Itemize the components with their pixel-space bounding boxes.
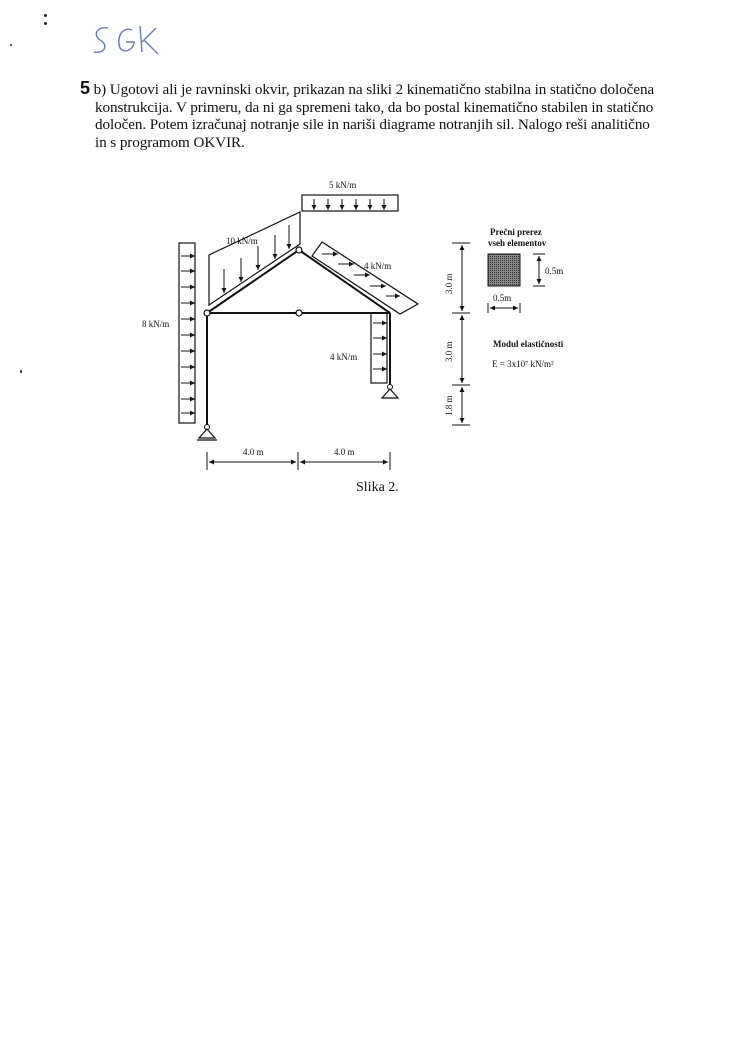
cross-section — [488, 227, 563, 313]
material-value: E = 3x10⁷ kN/m² — [492, 359, 554, 369]
support-right — [382, 385, 398, 399]
task-line-1: b) Ugotovi ali je ravninski okvir, prikazan na sliki 2 kinematično stabilna in statično določena — [93, 81, 655, 98]
horizontal-dimensions — [207, 447, 390, 470]
cross-section-height: 0.5m — [545, 266, 564, 276]
dim-height-top: 3.0 m — [444, 273, 454, 294]
support-left — [197, 425, 217, 441]
material-info — [492, 339, 564, 369]
material-title: Modul elastičnosti — [493, 339, 564, 349]
label-left-rafter-load: 10 kN/m — [226, 236, 258, 246]
cross-section-width: 0.5m — [493, 293, 512, 303]
task-line-4: in s programom OKVIR. — [95, 133, 245, 151]
load-top-uniform — [302, 180, 398, 211]
label-top-load: 5 kN/m — [329, 180, 357, 190]
load-right-column — [330, 313, 387, 383]
task-number: 5 — [80, 78, 90, 98]
task-line-2: konstrukcija. V primeru, da ni ga spremeni tako, da bo postal kinematično stabilen in statično — [95, 98, 654, 116]
dim-span-right: 4.0 m — [334, 447, 355, 457]
label-right-column-load: 4 kN/m — [330, 352, 358, 362]
figure-caption: Slika 2. — [356, 480, 399, 495]
dim-height-bottom: 1.8 m — [444, 395, 454, 416]
dim-height-middle: 3.0 m — [444, 341, 454, 362]
vertical-dimensions — [444, 243, 470, 425]
hinge-beam — [296, 310, 302, 316]
hinge-ridge — [296, 247, 302, 253]
cross-section-title-2: vseh elementov — [488, 238, 547, 248]
task-line-3: določen. Potem izračunaj notranje sile in nariši diagrame notranjih sil. Nalogo reši analitično — [95, 116, 650, 134]
load-left-column — [142, 243, 195, 423]
dim-span-left: 4.0 m — [243, 447, 264, 457]
frame-members — [204, 247, 390, 425]
label-left-column-load: 8 kN/m — [142, 319, 170, 329]
cross-section-title-1: Prečni prerez — [490, 227, 542, 237]
cross-section-square — [488, 254, 520, 286]
label-right-rafter-load: 4 kN/m — [364, 261, 392, 271]
load-right-rafter — [312, 242, 418, 314]
hinge-left-corner — [204, 310, 210, 316]
